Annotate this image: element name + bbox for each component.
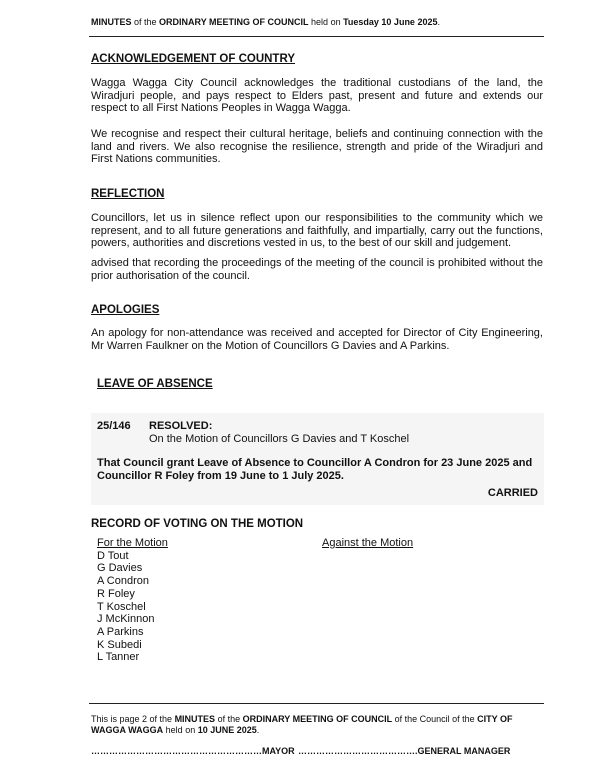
voter-name: A Parkins bbox=[97, 625, 144, 638]
resolution-motion: On the Motion of Councillors G Davies and T Koschel bbox=[149, 433, 410, 445]
header-meeting: ORDINARY MEETING OF COUNCIL bbox=[159, 17, 309, 27]
acknowledgement-paragraph-2: We recognise and respect their cultural heritage, beliefs and continuing connection with the land and rivers. We also recognise the resilience, strength and pride of the Wiradjuri and First Nations communities. bbox=[91, 128, 543, 166]
header-divider bbox=[89, 36, 544, 37]
voter-name: A Condron bbox=[97, 575, 149, 588]
footer-text: of the Council of the bbox=[392, 714, 478, 724]
mayor-signature-line: …………………………………………………MAYOR bbox=[91, 746, 295, 756]
acknowledgement-heading: ACKNOWLEDGEMENT OF COUNTRY bbox=[91, 53, 296, 65]
header-prefix: MINUTES bbox=[91, 17, 132, 27]
footer-council: CITY OF WAGGA WAGGA bbox=[91, 714, 513, 735]
footer-text: This is page 2 of the bbox=[91, 714, 175, 724]
footer-text: of the bbox=[215, 714, 243, 724]
apologies-heading: APOLOGIES bbox=[91, 304, 160, 316]
header-mid1: of the bbox=[131, 17, 160, 27]
carried-label: CARRIED bbox=[487, 487, 538, 499]
acknowledgement-paragraph-1: Wagga Wagga City Council acknowledges the traditional custodians of the land, the Wiradjuri people, and pays respect to Elders past, present and future and extends our respect to all First Nations Peoples in Wagga Wagga. bbox=[91, 77, 543, 115]
header-end: . bbox=[437, 17, 440, 27]
reflection-heading: REFLECTION bbox=[91, 188, 165, 200]
voter-name: D Tout bbox=[97, 549, 129, 562]
footer-date: 10 JUNE 2025 bbox=[197, 725, 257, 735]
footer-minutes: MINUTES bbox=[174, 714, 216, 724]
voter-name: T Koschel bbox=[97, 600, 146, 613]
voter-name: K Subedi bbox=[97, 638, 142, 651]
against-motion-label: Against the Motion bbox=[322, 537, 414, 549]
resolution-text: That Council grant Leave of Absence to Councillor A Condron for 23 June 2025 and Councillor R Foley from 19 June to 1 July 2025. bbox=[97, 457, 533, 482]
footer-divider bbox=[89, 703, 544, 704]
page-footer bbox=[91, 714, 546, 736]
reflection-paragraph-1: Councillors, let us in silence reflect upon our responsibilities to the community which we represent, and to all future generations and faithfully, and impartially, carry out the functions, powers, authorities and discretions vested in us, to the best of our skill and judgement. bbox=[91, 212, 543, 250]
voting-heading: RECORD OF VOTING ON THE MOTION bbox=[91, 518, 304, 530]
voter-name: G Davies bbox=[97, 562, 143, 575]
voter-name: J McKinnon bbox=[97, 613, 155, 626]
resolution-number: 25/146 bbox=[97, 420, 131, 432]
apologies-paragraph: An apology for non-attendance was received and accepted for Director of City Engineering, Mr Warren Faulkner on the Motion of Councillors G Davies and A Parkins. bbox=[91, 327, 543, 352]
page-header bbox=[91, 17, 440, 27]
voter-name: R Foley bbox=[97, 587, 135, 600]
header-mid2: held on bbox=[308, 17, 344, 27]
resolved-label: RESOLVED: bbox=[149, 420, 213, 432]
for-motion-list bbox=[97, 537, 168, 664]
footer-text: held on bbox=[163, 725, 198, 735]
reflection-paragraph-2: advised that recording the proceedings of the meeting of the council is prohibited without the prior authorisation of the council. bbox=[91, 257, 543, 282]
header-date: Tuesday 10 June 2025 bbox=[343, 17, 438, 27]
voter-name: L Tanner bbox=[97, 651, 140, 664]
general-manager-signature-line: ………………………………….GENERAL MANAGER bbox=[298, 746, 511, 756]
for-motion-label: For the Motion bbox=[97, 537, 168, 549]
footer-text: . bbox=[256, 725, 260, 735]
leave-heading: LEAVE OF ABSENCE bbox=[97, 378, 213, 390]
footer-meeting: ORDINARY MEETING OF COUNCIL bbox=[242, 714, 393, 724]
